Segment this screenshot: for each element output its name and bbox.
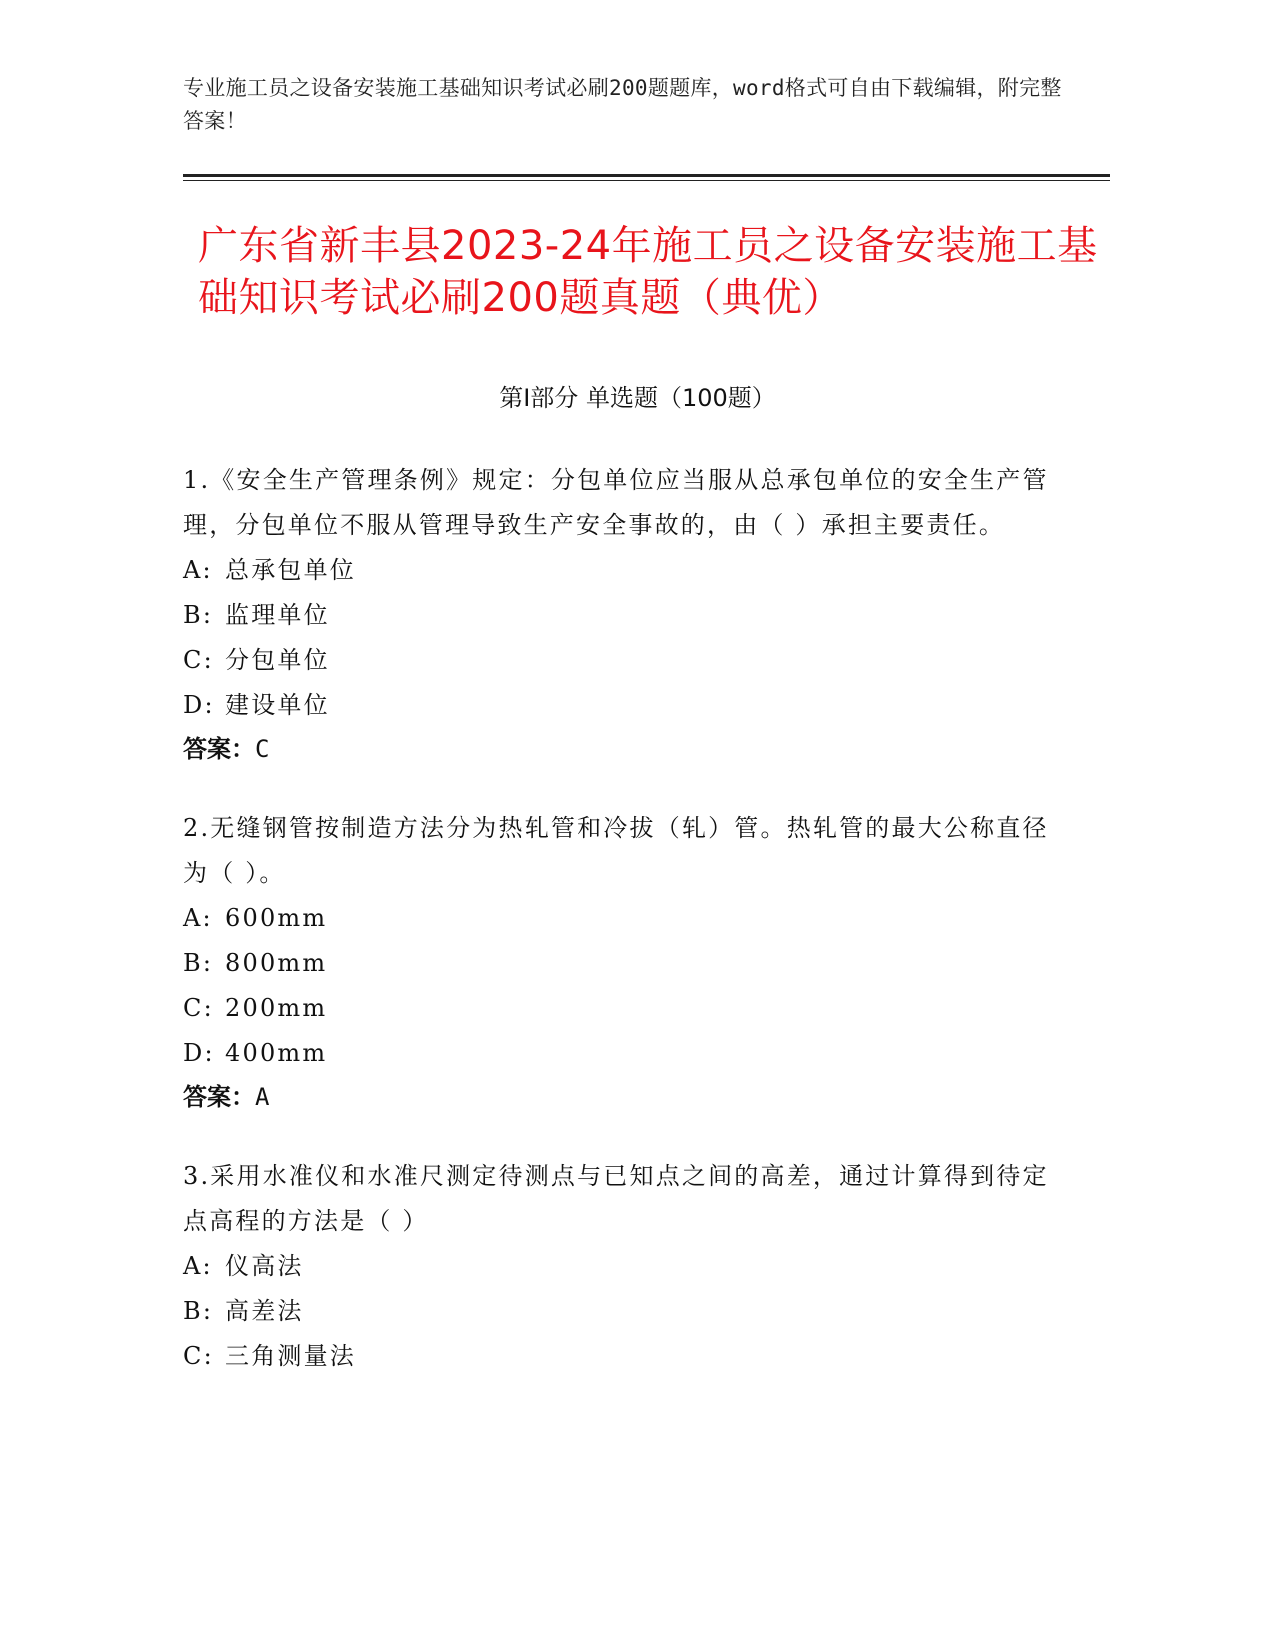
option-letter: D: [183, 1039, 215, 1067]
header-divider-thin [183, 180, 1110, 181]
option-letter: C: [183, 1342, 214, 1370]
option-text: 总承包单位 [225, 556, 356, 584]
option-letter: A: [183, 556, 213, 584]
option-letter: A: [183, 1252, 213, 1280]
option-text: 监理单位 [225, 601, 330, 629]
option-text: 建设单位 [225, 691, 330, 719]
question-2 [183, 806, 1063, 1118]
question-list [183, 458, 1063, 1415]
question-3 [183, 1154, 1063, 1379]
option-text: 200mm [225, 994, 328, 1022]
option-a [183, 548, 1063, 593]
option-c [183, 638, 1063, 683]
question-stem: 1.《安全生产管理条例》规定：分包单位应当服从总承包单位的安全生产管理，分包单位不服从管理导致生产安全事故的，由（ ）承担主要责任。 [183, 466, 1049, 539]
header-divider-thick [183, 174, 1110, 177]
option-d [183, 1031, 1063, 1076]
option-text: 高差法 [225, 1297, 304, 1325]
option-letter: C: [183, 994, 214, 1022]
option-b [183, 593, 1063, 638]
document-title: 广东省新丰县2023-24年施工员之设备安装施工基础知识考试必刷200题真题（典优） [198, 223, 1098, 321]
answer-label: 答案： [183, 735, 255, 763]
option-text: 三角测量法 [225, 1342, 356, 1370]
answer-value: A [255, 1083, 270, 1111]
option-letter: B: [183, 601, 214, 629]
option-letter: D: [183, 691, 215, 719]
option-text: 600mm [225, 904, 328, 932]
answer-line [183, 728, 1063, 770]
question-1 [183, 458, 1063, 770]
question-stem: 3.采用水准仪和水准尺测定待测点与已知点之间的高差，通过计算得到待定点高程的方法是（ ） [183, 1162, 1049, 1235]
answer-value: C [255, 735, 270, 763]
section-heading: 第Ⅰ部分 单选题（100题） [499, 384, 776, 412]
option-letter: C: [183, 646, 214, 674]
answer-label: 答案： [183, 1083, 255, 1111]
option-c [183, 1334, 1063, 1379]
option-text: 分包单位 [225, 646, 330, 674]
option-a [183, 896, 1063, 941]
option-letter: B: [183, 949, 214, 977]
option-c [183, 986, 1063, 1031]
option-letter: A: [183, 904, 213, 932]
option-b [183, 1289, 1063, 1334]
option-b [183, 941, 1063, 986]
option-letter: B: [183, 1297, 214, 1325]
option-text: 800mm [225, 949, 328, 977]
option-text: 仪高法 [225, 1252, 304, 1280]
option-a [183, 1244, 1063, 1289]
option-text: 400mm [225, 1039, 328, 1067]
header-note: 专业施工员之设备安装施工基础知识考试必刷200题题库，word格式可自由下载编辑，附完整答案！ [183, 76, 1062, 133]
answer-line [183, 1076, 1063, 1118]
question-stem: 2.无缝钢管按制造方法分为热轧管和冷拔（轧）管。热轧管的最大公称直径为（ ）。 [183, 814, 1049, 887]
option-d [183, 683, 1063, 728]
